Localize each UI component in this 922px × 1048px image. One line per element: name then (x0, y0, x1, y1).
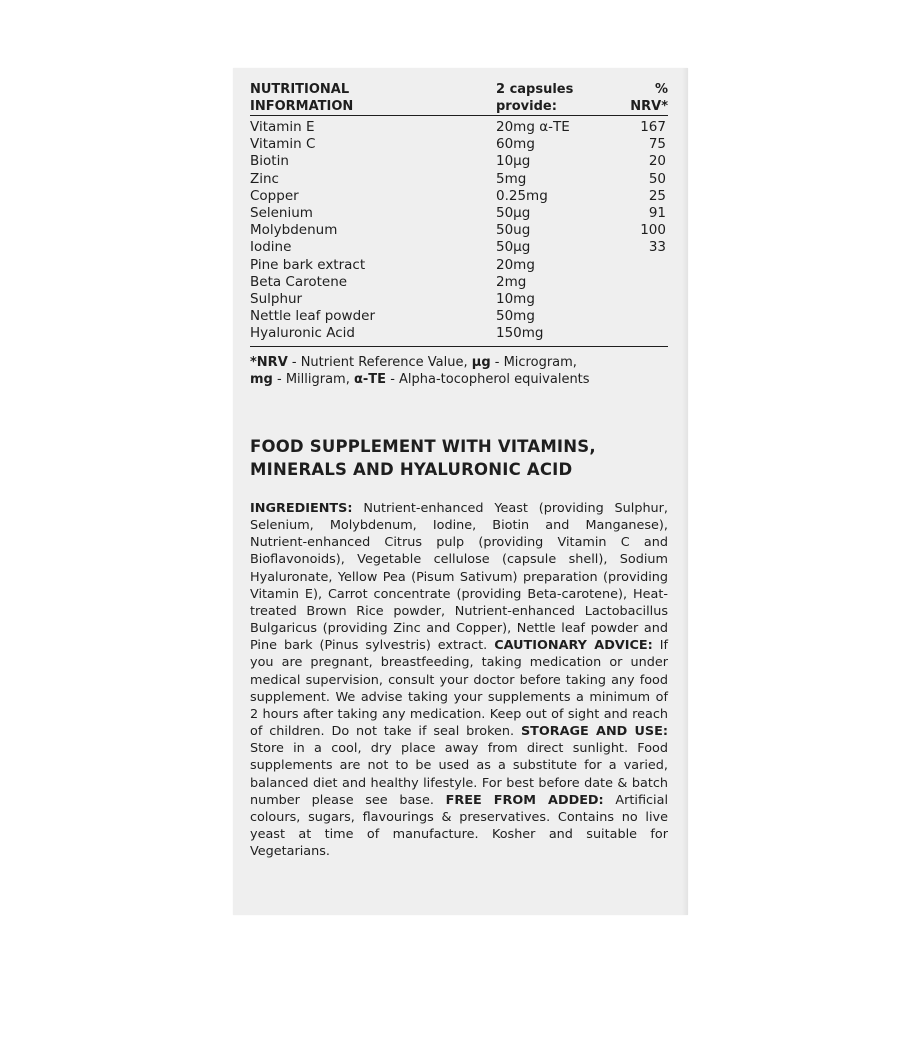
storage-text: Store in a cool, dry place away from direct sunlight. Food supplements are not to be used as a substitute for a varied, balanced diet and healthy lifestyle. For best before date & batch number please see base. (250, 741, 668, 808)
table-row (250, 188, 668, 205)
header-amount-line2: provide: (496, 99, 557, 114)
nutrient-amount: 150mg (496, 325, 544, 342)
table-row (250, 257, 668, 274)
nutrient-name: Biotin (250, 153, 289, 170)
table-row (250, 325, 668, 342)
nutrient-nrv: 33 (648, 239, 666, 256)
table-row (250, 222, 668, 239)
nrv-column-header (630, 81, 668, 115)
table-row (250, 153, 668, 170)
nutrient-nrv: 100 (640, 222, 666, 239)
header-name-line1: NUTRITIONAL (250, 82, 350, 97)
footnote-ug-def: - Microgram, (490, 355, 577, 370)
nutrient-amount: 10µg (496, 153, 531, 170)
nutrient-nrv: 20 (648, 153, 666, 170)
nutrient-amount: 50mg (496, 308, 535, 325)
nutrient-amount: 20mg (496, 256, 535, 273)
product-headline (250, 435, 670, 481)
nutrient-amount: 50µg (496, 204, 531, 221)
headline-line1: FOOD SUPPLEMENT WITH VITAMINS, (250, 437, 596, 456)
table-row (250, 119, 668, 136)
header-amount-line1: 2 capsules (496, 82, 574, 97)
table-bottom-divider (250, 346, 668, 347)
footnote-mg-term: mg (250, 372, 273, 387)
footnote-nrv-term: *NRV (250, 355, 288, 370)
ingredients-text: Nutrient-enhanced Yeast (providing Sulphur, Selenium, Molybdenum, Iodine, Biotin and Manganese), Nutrient-enhanced Citrus pulp (providing Vitamin C and Bioflavonoids), Vegetable cellulose (capsule shell), Sodium Hyaluronate, Yellow Pea (Pisum Sativum) preparation (providing Vitamin E), Carrot concentrate (providing Beta-carotene), Heat-treated Brown Rice powder, Nutrient-enhanced Lactobacillus Bulgaricus (providing Zinc and Copper), Nettle leaf powder and Pine bark (Pinus sylvestris) extract. (250, 501, 668, 654)
footnote-ug-term: µg (471, 355, 491, 370)
nutrient-name: Pine bark extract (250, 256, 366, 273)
storage-label: STORAGE AND USE: (520, 724, 668, 740)
free-from-text: Artificial colours, sugars, flavourings & preservatives. Contains no live yeast at time of manufacture. Kosher and suitable for Vegetarians. (250, 792, 668, 860)
footnote-nrv-def: - Nutrient Reference Value, (287, 355, 472, 370)
nutrient-amount: 50µg (496, 239, 531, 256)
nrv-footnote (250, 354, 670, 388)
caution-label: CAUTIONARY ADVICE: (494, 638, 653, 654)
nutrient-name: Beta Carotene (250, 273, 348, 290)
nutrient-name: Copper (250, 187, 299, 204)
nutrient-name: Hyaluronic Acid (250, 325, 355, 342)
box-edge-shadow (682, 68, 688, 915)
nutrient-nrv: 75 (648, 136, 666, 153)
nutrient-amount: 0.25mg (496, 187, 548, 204)
nutrient-name: Vitamin C (250, 136, 316, 153)
supplement-box-back (233, 68, 688, 915)
table-row (250, 291, 668, 308)
headline-line2: MINERALS AND HYALURONIC ACID (250, 460, 573, 479)
nutrient-amount: 10mg (496, 290, 535, 307)
nutrition-rows (250, 116, 668, 346)
table-row (250, 274, 668, 291)
nutrient-name: Sulphur (250, 290, 303, 307)
table-row (250, 205, 668, 222)
nutrient-amount: 60mg (496, 136, 535, 153)
ingredients-label: INGREDIENTS: (250, 501, 353, 516)
nutrient-name: Nettle leaf powder (250, 308, 376, 325)
header-nrv-line2: NRV* (630, 99, 668, 114)
nutrient-nrv: 25 (648, 187, 666, 204)
nutrient-name: Vitamin E (250, 119, 315, 135)
nutrient-name: Selenium (250, 204, 313, 221)
table-row (250, 136, 668, 153)
table-row (250, 239, 668, 256)
nutrient-nrv: 91 (648, 204, 666, 221)
nutrient-amount: 20mg α-TE (496, 119, 570, 135)
nutrient-amount: 50ug (496, 222, 531, 239)
free-from-label: FREE FROM ADDED: (445, 792, 604, 808)
table-row (250, 171, 668, 188)
nutrient-nrv: 50 (648, 170, 666, 187)
nutrient-name: Molybdenum (250, 222, 338, 239)
amount-column-header (496, 81, 573, 115)
header-nrv-line1: % (654, 82, 668, 97)
footnote-mg-def: - Milligram, (272, 372, 354, 387)
footnote-ate-def: - Alpha-tocopherol equivalents (386, 372, 590, 387)
nutrient-column-header (250, 81, 353, 115)
nutrient-amount: 2mg (496, 273, 527, 290)
nutrient-nrv: 167 (640, 119, 666, 135)
footnote-ate-term: α-TE (353, 372, 387, 387)
caution-text: If you are pregnant, breastfeeding, taking medication or under medical supervision, consult your doctor before taking any food supplement. We advise taking your supplements a minimum of 2 hours after taking any medication. Keep out of sight and reach of children. Do not take if seal broken. (250, 638, 668, 740)
header-name-line2: INFORMATION (250, 99, 354, 114)
table-row (250, 308, 668, 325)
nutrient-amount: 5mg (496, 170, 527, 187)
nutrient-name: Zinc (250, 170, 279, 187)
nutrient-name: Iodine (250, 239, 292, 256)
nutrition-table (250, 81, 668, 347)
nutrition-table-header (250, 81, 668, 115)
ingredients-paragraph (250, 500, 668, 860)
